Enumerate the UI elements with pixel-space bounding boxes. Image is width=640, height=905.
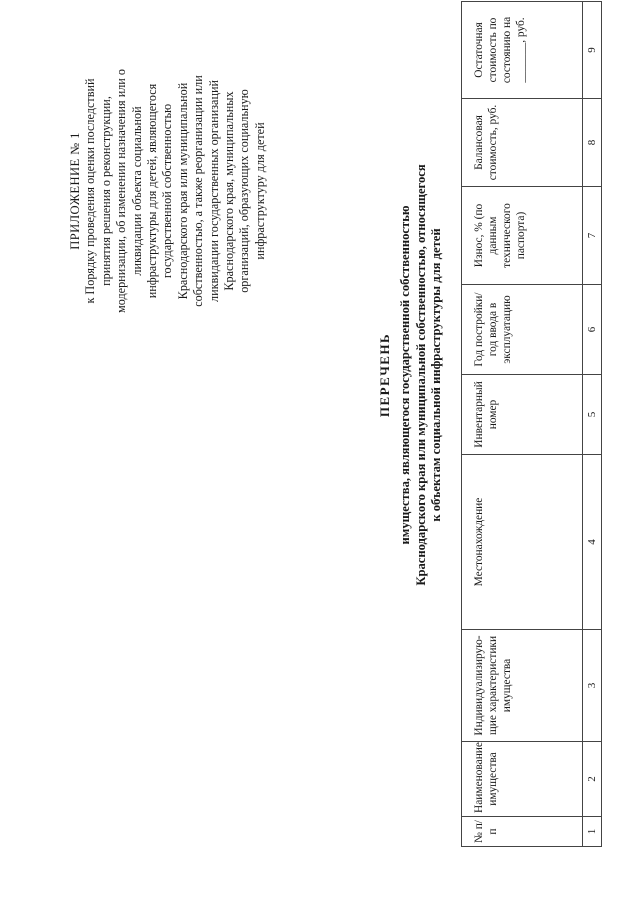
column-header: Инвентарный номер: [462, 375, 583, 455]
column-number: 1: [583, 817, 602, 847]
appendix-line: Краснодарского края, муниципальных: [222, 91, 237, 291]
document-heading: [377, 0, 445, 785]
column-header: Балансовая стоимость, руб.: [462, 99, 583, 187]
appendix-line: к Порядку проведения оценки последствий: [83, 78, 98, 304]
column-number: 2: [583, 742, 602, 817]
column-number: 5: [583, 375, 602, 455]
appendix-line: инфраструктуры для детей, являющегося: [145, 83, 160, 299]
appendix-line: Краснодарского края или муниципальной: [175, 82, 190, 300]
appendix-line: собственностью, а также реорганизации или: [191, 75, 206, 307]
column-header: Местонахождение: [462, 455, 583, 630]
column-number: 6: [583, 285, 602, 375]
heading-line: Краснодарского края или муниципальной собственностью, относящегося: [413, 164, 428, 586]
column-number: 8: [583, 99, 602, 187]
appendix-line: принятия решения о реконструкции,: [98, 96, 113, 286]
appendix-line: модернизации, об изменении назначения или о: [114, 69, 129, 313]
table-header-row: [462, 2, 583, 847]
column-number: 9: [583, 2, 602, 99]
appendix-line: ликвидации объекта социальной: [129, 106, 144, 276]
column-number: 7: [583, 187, 602, 285]
appendix-line: ликвидации государственных организаций: [206, 79, 221, 303]
column-header: № п/п: [462, 817, 583, 847]
column-header: Год постройки/ год ввода в эксплуатацию: [462, 285, 583, 375]
column-header: Наименование имущества: [462, 742, 583, 817]
heading-line: имущества, являющегося государственной собственностью: [398, 205, 413, 545]
column-number: 3: [583, 630, 602, 742]
heading-title: ПЕРЕЧЕНЬ: [377, 332, 392, 418]
appendix-line: инфраструктуру для детей: [252, 122, 267, 260]
appendix-block: [68, 32, 268, 350]
property-register-table: [461, 1, 602, 847]
appendix-line: государственной собственностью: [160, 103, 175, 279]
column-header: Износ, % (по данным технического паспорта): [462, 187, 583, 285]
appendix-line: организаций, образующих социальную: [237, 89, 252, 293]
heading-line: к объектам социальной инфраструктуры для детей: [429, 228, 444, 522]
column-number-row: [583, 2, 602, 847]
column-header: Остаточная стоимость по состоянию на _______, руб.: [462, 2, 583, 99]
appendix-title: ПРИЛОЖЕНИЕ № 1: [68, 132, 82, 250]
column-header: Индивидуализирую-щие характеристики имущества: [462, 630, 583, 742]
column-number: 4: [583, 455, 602, 630]
